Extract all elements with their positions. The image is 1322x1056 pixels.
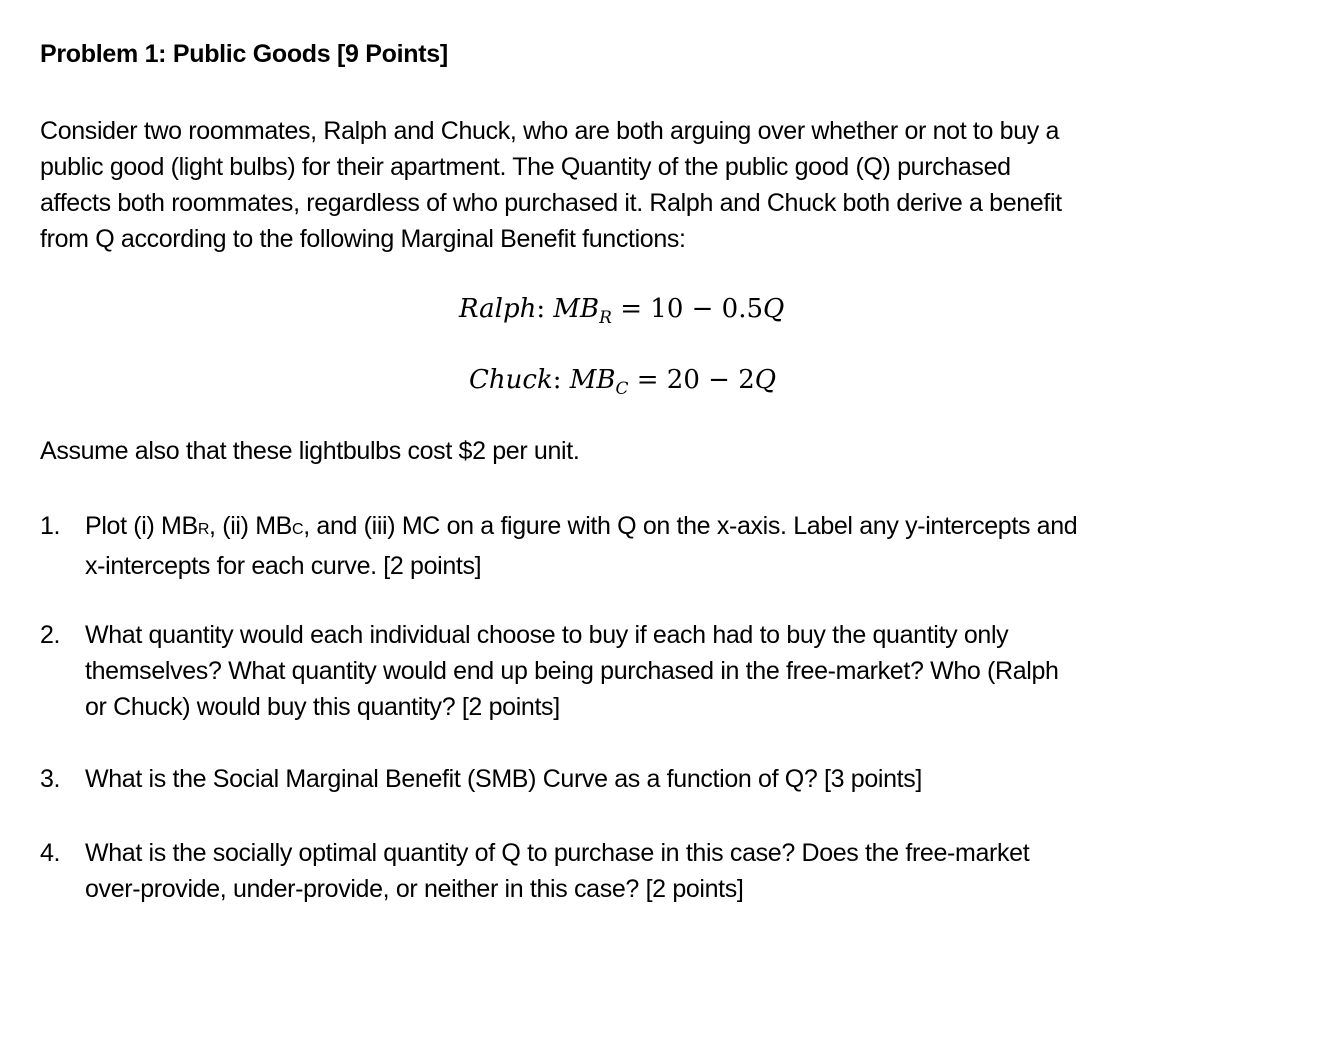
equation-ralph-sep: :: [536, 294, 554, 324]
question-number: 1.: [40, 512, 61, 540]
question-2: [40, 617, 1280, 725]
question-line: What is the Social Marginal Benefit (SMB) Curve as a function of Q? [3 points]: [85, 765, 922, 793]
question-number: 2.: [40, 621, 61, 649]
question-body: [85, 617, 1280, 725]
question-4: [40, 835, 1280, 907]
question-text: , (ii) MB: [209, 512, 292, 540]
question-line: What quantity would each individual choose to buy if each had to buy the quantity only: [85, 621, 1009, 649]
intro-line: from Q according to the following Marginal Benefit functions:: [40, 225, 686, 253]
equation-ralph-var: Q: [763, 294, 785, 324]
question-line: over-provide, under-provide, or neither in this case? [2 points]: [85, 875, 744, 903]
question-line: [85, 508, 1280, 548]
question-body: [85, 508, 1280, 584]
subscript-r: R: [197, 521, 210, 538]
equation-chuck-sep: :: [552, 365, 570, 395]
equation-ralph: [459, 294, 785, 328]
intro-paragraph: [40, 113, 1240, 257]
equation-ralph-rhs: = 10 − 0.5: [611, 294, 764, 324]
question-number: 3.: [40, 765, 61, 793]
question-text: , and (iii) MC on a figure with Q on the x-axis. Label any y-intercepts and: [303, 512, 1078, 540]
assumption-text: Assume also that these lightbulbs cost $2 per unit.: [40, 437, 580, 465]
equation-chuck-rhs: = 20 − 2: [628, 365, 755, 395]
equation-ralph-mb: MB: [553, 294, 600, 324]
equation-chuck: [469, 365, 777, 399]
equation-chuck-var: Q: [754, 365, 777, 395]
equation-ralph-subscript: R: [599, 308, 612, 328]
equation-ralph-name: Ralph: [459, 294, 537, 324]
question-line: What is the socially optimal quantity of Q to purchase in this case? Does the free-market: [85, 839, 1030, 867]
intro-line: Consider two roommates, Ralph and Chuck, who are both arguing over whether or not to buy a: [40, 117, 1060, 145]
question-line: or Chuck) would buy this quantity? [2 points]: [85, 693, 560, 721]
question-3: [40, 761, 1280, 797]
equation-chuck-subscript: C: [615, 379, 629, 399]
question-body: [85, 835, 1280, 907]
question-body: [85, 761, 1280, 797]
subscript-c: C: [292, 521, 304, 538]
question-text: Plot (i) MB: [85, 512, 198, 540]
question-line: x-intercepts for each curve. [2 points]: [85, 552, 482, 580]
equation-chuck-name: Chuck: [469, 365, 553, 395]
question-line: themselves? What quantity would end up being purchased in the free-market? Who (Ralph: [85, 657, 1059, 685]
intro-line: public good (light bulbs) for their apartment. The Quantity of the public good (Q) purchased: [40, 153, 1011, 181]
problem-title: Problem 1: Public Goods [9 Points]: [40, 40, 448, 68]
question-number: 4.: [40, 839, 61, 867]
intro-line: affects both roommates, regardless of who purchased it. Ralph and Chuck both derive a benefit: [40, 189, 1062, 217]
equation-chuck-mb: MB: [569, 365, 616, 395]
question-1: [40, 508, 1280, 584]
